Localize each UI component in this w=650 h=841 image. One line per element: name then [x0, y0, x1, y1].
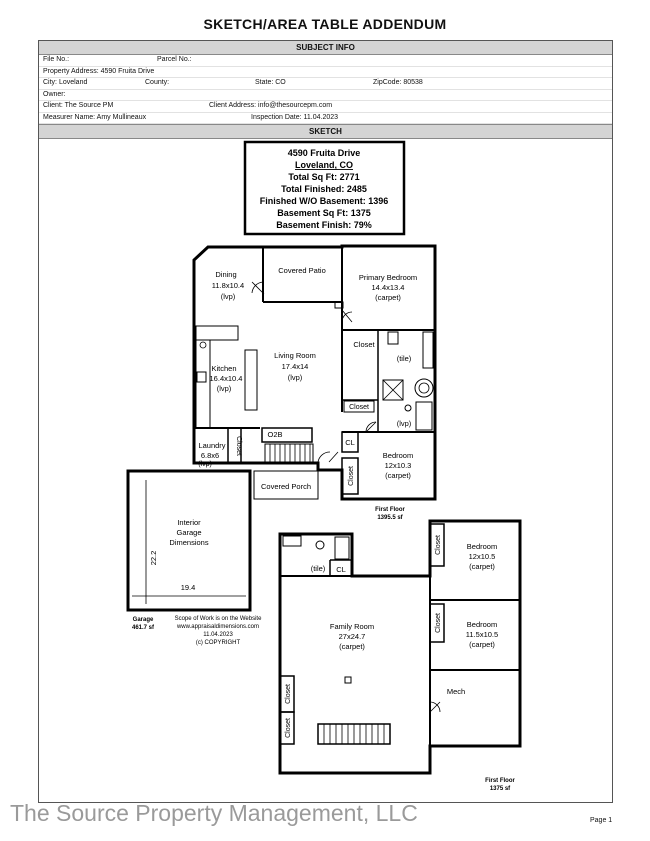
primary-bedroom-size: 14.4x13.4: [371, 283, 405, 292]
tile-basement-label: (tile): [310, 564, 326, 573]
living-room-floor: (lvp): [287, 373, 303, 382]
laundry-floor: (lvp): [198, 461, 212, 468]
tile-primary-label: (tile): [396, 354, 412, 363]
bedroom-b2-name: Bedroom: [466, 620, 498, 629]
bedroom-b2-size: 11.5x10.5: [465, 630, 499, 639]
bedroom-b1-name: Bedroom: [466, 542, 498, 551]
state-field: State: CO: [255, 79, 286, 86]
bedroom-main-name: Bedroom: [382, 451, 414, 460]
dining-size: 11.8x10.4: [211, 281, 245, 290]
summary-address: 4590 Fruita Drive: [287, 148, 361, 158]
garage-depth-label: 22.2: [149, 550, 158, 566]
measurer-field: Measurer Name: Amy Mullineaux: [43, 113, 147, 121]
bedroom-main-floor: (carpet): [385, 471, 411, 480]
bedroom-b2-floor: (carpet): [469, 640, 495, 649]
primary-bedroom-name: Primary Bedroom: [358, 273, 418, 282]
covered-patio-label: Covered Patio: [278, 266, 326, 275]
scope-note-3: 11.04.2023: [203, 632, 233, 638]
client-field: Client: The Source PM: [43, 102, 114, 109]
scope-note-1: Scope of Work is on the Website: [174, 616, 262, 622]
basement-floor-area: 1375 sf: [489, 786, 511, 792]
family-room-name: Family Room: [329, 622, 375, 631]
family-room-floor: (carpet): [339, 642, 365, 651]
dining-name: Dining: [215, 270, 237, 279]
file-no-field: File No.:: [43, 56, 70, 63]
zip-field: ZipCode: 80538: [373, 79, 423, 86]
summary-total-sqft: Total Sq Ft: 2771: [288, 172, 360, 182]
bedroom-b1-floor: (carpet): [469, 562, 495, 571]
scope-note-4: (c) COPYRIGHT: [195, 640, 241, 646]
closet-b1-label: Closet: [435, 535, 442, 555]
laundry-closet-label: Closet: [235, 436, 242, 456]
city-field: City: Loveland: [43, 79, 88, 86]
living-room-name: Living Room: [274, 351, 316, 360]
cl-hall-label: CL: [345, 438, 355, 447]
garage-interior-1: Interior: [177, 518, 201, 527]
garage-interior-3: Dimensions: [169, 538, 209, 547]
subject-info-header: SUBJECT INFO: [39, 41, 612, 55]
laundry-name: Laundry: [198, 441, 226, 450]
garage-label: Garage: [132, 617, 154, 623]
mech-label: Mech: [446, 687, 466, 696]
garage-width-label: 19.4: [180, 583, 196, 592]
basement-floor-label: First Floor: [485, 778, 515, 784]
property-address-field: Property Address: 4590 Fruita Drive: [43, 67, 155, 75]
county-field: County:: [145, 79, 170, 86]
summary-total-finished: Total Finished: 2485: [281, 184, 367, 194]
summary-basement-finish: Basement Finish: 79%: [276, 220, 372, 230]
closet-b2-label: Closet: [435, 613, 442, 633]
laundry-size: 6.8x6: [200, 451, 220, 460]
covered-porch-label: Covered Porch: [260, 482, 312, 491]
first-floor-label: First Floor: [375, 507, 405, 513]
first-floor-area: 1395.5 sf: [377, 515, 403, 521]
sketch-header: SKETCH: [39, 124, 612, 139]
summary-finished-wo-basement: Finished W/O Basement: 1396: [259, 196, 389, 206]
o2b-label: O2B: [267, 430, 283, 439]
closet-small-label: Closet: [349, 404, 369, 411]
bedroom-main-closet-label: Closet: [348, 466, 355, 486]
scope-note-2: www.appraisaldimensions.com: [176, 624, 260, 630]
dining-floor: (lvp): [220, 292, 236, 301]
bedroom-b1-size: 12x10.5: [468, 552, 496, 561]
bath-floor-label: (lvp): [396, 419, 412, 428]
garage-area: 461.7 sf: [131, 625, 155, 631]
summary-city: Loveland, CO: [294, 160, 354, 170]
closet-fr1-label: Closet: [285, 684, 292, 704]
footer-watermark: The Source Property Management, LLC: [10, 800, 418, 826]
family-room-size: 27x24.7: [338, 632, 366, 641]
page-title: SKETCH/AREA TABLE ADDENDUM: [203, 16, 447, 32]
summary-basement-sqft: Basement Sq Ft: 1375: [277, 208, 371, 218]
kitchen-floor: (lvp): [216, 384, 232, 393]
inspection-date-field: Inspection Date: 11.04.2023: [251, 113, 339, 121]
living-room-size: 17.4x14: [281, 362, 309, 371]
garage-interior-2: Garage: [176, 528, 202, 537]
kitchen-name: Kitchen: [211, 364, 237, 373]
client-address-field: Client Address: info@thesourcepm.com: [209, 102, 333, 109]
closet-primary-label: Closet: [353, 340, 375, 349]
bedroom-main-size: 12x10.3: [384, 461, 412, 470]
parcel-no-field: Parcel No.:: [157, 56, 192, 63]
page-number: Page 1: [590, 817, 613, 824]
cl-basement-label: CL: [336, 565, 346, 574]
closet-fr2-label: Closet: [285, 718, 292, 738]
kitchen-size: 16.4x10.4: [209, 374, 243, 383]
owner-field: Owner:: [43, 90, 66, 98]
primary-bedroom-floor: (carpet): [375, 293, 401, 302]
